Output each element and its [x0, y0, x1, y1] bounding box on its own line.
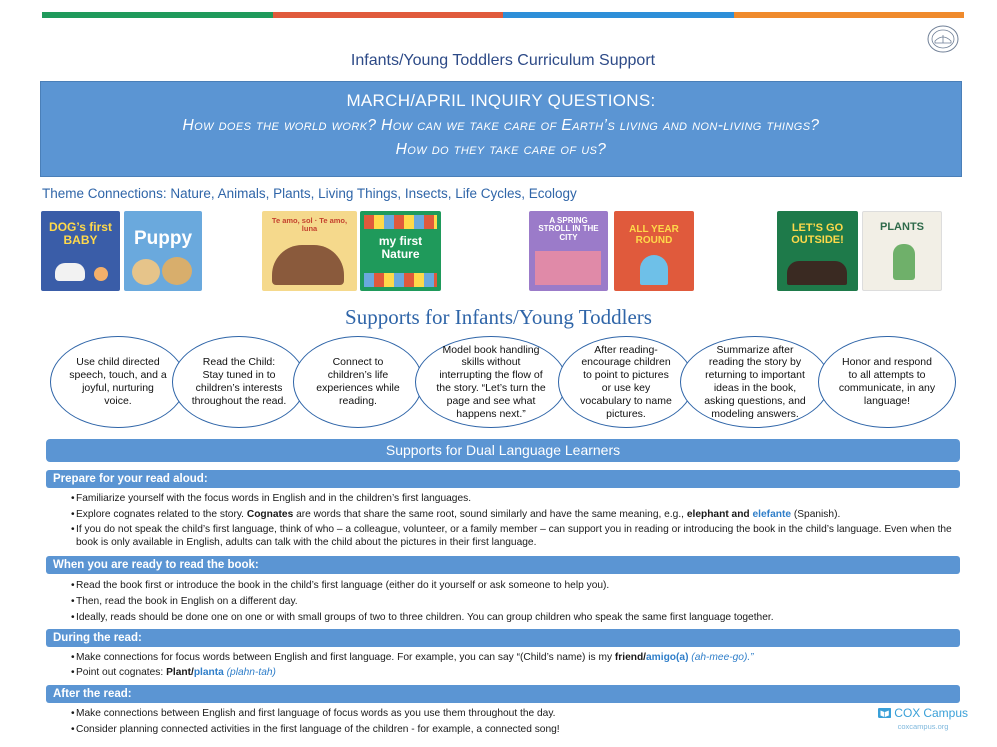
puppy-illustration-2 [162, 257, 192, 285]
book-cover-te-amo-sol [262, 211, 357, 291]
bar-red [273, 12, 504, 18]
during-connection-text: Make connections for focus words between English and first language. For example, you can say “(Child’s name) is my [76, 652, 615, 663]
during-cognate: amigo(a) [646, 652, 689, 663]
dog-illustration [55, 263, 85, 281]
support-oval-4 [415, 336, 567, 428]
photo-grid [364, 215, 437, 229]
cognates-definition: are words that share the same root, sound similarly and have the same meaning, e.g., [293, 509, 687, 520]
theme-connections: Theme Connections: Nature, Animals, Plants, Living Things, Insects, Life Cycles, Ecology [42, 186, 577, 201]
section-during: During the read: [46, 629, 960, 647]
child-illustration [640, 255, 668, 285]
section-ready: When you are ready to read the book: [46, 556, 960, 574]
during-bullet-1 [76, 651, 956, 664]
cox-campus-brand [878, 706, 968, 720]
support-oval-1 [50, 336, 186, 428]
after-bullet-1: • Make connections between English and first language of focus words as you use them throughout the day. [76, 707, 956, 720]
city-illustration [535, 251, 601, 285]
book-cover-dogs-first-baby [41, 211, 120, 291]
ready-bullet-2: • Then, read the book in English on a different day. [76, 595, 956, 608]
example-cognate: elefante [752, 509, 792, 520]
dll-title-bar: Supports for Dual Language Learners [46, 439, 960, 462]
support-oval-5 [558, 336, 694, 428]
prepare-bullet-3: • If you do not speak the child’s first language, think of who – a colleague, volunteer, or a family member – can support you in reading or introducing the book in the child’s language. Even when the book is only available in English, adults can talk with the child about the pictures in their first language. [76, 523, 956, 549]
book-title: PLANTS [880, 221, 924, 233]
during-bullet-2 [76, 666, 956, 679]
prepare-bullet-2 [76, 508, 956, 521]
support-text: Read the Child: Stay tuned in to children’s interests throughout the read. [191, 356, 287, 407]
during-word: friend/ [614, 652, 647, 663]
bar-green [42, 12, 273, 18]
support-text: Use child directed speech, touch, and a joyful, nurturing voice. [69, 356, 167, 407]
during-pronunciation: (ah-mee-go).” [688, 652, 754, 663]
cognates-intro: Explore cognates related to the story. [76, 509, 247, 520]
support-text: Connect to children’s life experiences while reading. [316, 356, 400, 407]
book-title: my first Nature [378, 234, 423, 261]
support-text: Model book handling skills without interrupting the flow of the story. “Let’s turn the page and see what happens next.” [436, 343, 546, 420]
supports-title: Supports for Infants/Young Toddlers [345, 305, 652, 329]
cox-campus-logo[interactable] [878, 706, 968, 731]
during-cognates-text: Point out cognates: [76, 667, 167, 678]
ready-bullet-3: • Ideally, reads should be done one on one or with small groups of two to three children. You can group children who speak the same first language together. [76, 611, 956, 624]
kids-illustration [787, 261, 847, 285]
book-cover-puppy [124, 211, 202, 291]
inquiry-question-1: How does the world work? How can we take care of Earth’s living and non-living things? [182, 117, 820, 134]
support-text: Summarize after reading the story by returning to important ideas in the book, asking questions, and modeling answers. [704, 343, 806, 420]
section-after: After the read: [46, 685, 960, 703]
support-oval-6 [680, 336, 830, 428]
baby-illustration [94, 267, 108, 281]
book-cover-my-first-nature [360, 211, 441, 291]
top-color-bar [42, 12, 964, 18]
book-cover-plants [862, 211, 942, 291]
section-prepare: Prepare for your read aloud: [46, 470, 960, 488]
prepare-bullet-1: • Familiarize yourself with the focus words in English and in the children’s first languages. [76, 492, 956, 505]
photo-grid-bottom [364, 273, 437, 287]
inquiry-heading: MARCH/APRIL INQUIRY QUESTIONS: [346, 91, 656, 110]
brand-cox: COX [894, 706, 921, 720]
cactus-illustration [893, 244, 915, 280]
plant-word: Plant/ [166, 667, 194, 678]
support-text: Honor and respond to all attempts to communicate, in any language! [838, 356, 936, 407]
example-word: elephant and [686, 509, 750, 520]
puppy-illustration [132, 259, 160, 285]
example-language: (Spanish). [791, 509, 841, 520]
book-title: A SPRING STROLL IN THE CITY [538, 216, 599, 242]
inquiry-box [40, 81, 962, 177]
page-title: Infants/Young Toddlers Curriculum Support [350, 52, 656, 69]
plant-cognate: planta [193, 667, 224, 678]
seal-icon [926, 24, 960, 54]
support-oval-7 [818, 336, 956, 428]
after-bullet-2: • Consider planning connected activities in the first language of the children - for example, a connected song! [76, 723, 956, 736]
book-title: DOG’s first BABY [49, 220, 112, 247]
book-cover-lets-go-outside [777, 211, 858, 291]
book-title: Puppy [133, 228, 193, 249]
support-oval-3 [293, 336, 423, 428]
book-cover-all-year-round [614, 211, 694, 291]
book-cover-spring-stroll [529, 211, 608, 291]
cognates-term: Cognates [246, 509, 294, 520]
bar-blue [503, 12, 734, 18]
book-title: ALL YEAR ROUND [629, 224, 679, 246]
book-title: Te amo, sol · Te amo, luna [271, 216, 348, 233]
inquiry-question-2: How do they take care of us? [395, 141, 607, 158]
book-title: LET’S GO OUTSIDE! [791, 222, 844, 246]
book-icon [878, 707, 891, 719]
bar-orange [734, 12, 965, 18]
supports-ovals [0, 336, 997, 432]
plant-pronunciation: (plahn-tah) [223, 667, 276, 678]
support-text: After reading- encourage children to point to pictures or use key vocabulary to name pictures. [580, 343, 672, 420]
support-oval-2 [172, 336, 306, 428]
family-illustration [272, 245, 344, 285]
cox-campus-url[interactable]: coxcampus.org [897, 722, 949, 731]
brand-campus: Campus [923, 706, 968, 720]
ready-bullet-1: • Read the book first or introduce the book in the child’s first language (either do it yourself or ask someone to help you). [76, 579, 956, 592]
